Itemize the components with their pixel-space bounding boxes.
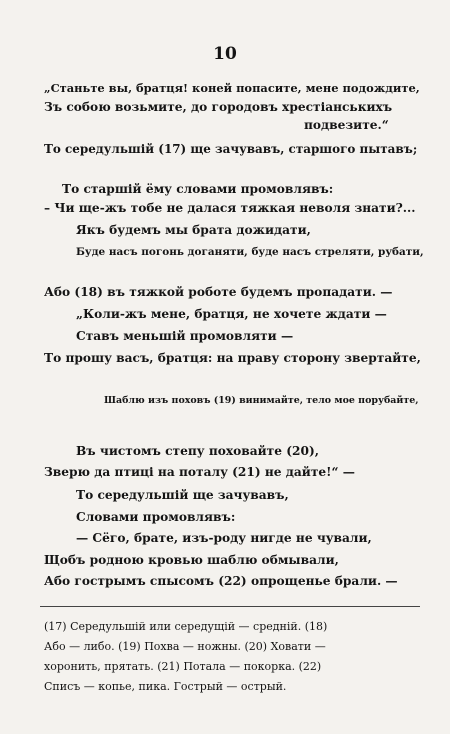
verse-line: подвезите.“: [304, 118, 389, 132]
verse-line: – Чи ще-жъ тобе не далася тяжкая неволя знати?...: [44, 201, 416, 215]
page-number: 10: [213, 44, 237, 64]
footnote-divider: [40, 606, 420, 607]
verse-line: Зъ собою возьмите, до городовъ хрестіанськихъ: [44, 100, 393, 114]
verse-line: Якъ будемъ мы брата дожидати,: [76, 223, 311, 237]
verse-line: Зверю да птиці на поталу (21) не дайте!“ —: [44, 465, 355, 479]
verse-line: То середульшій (17) ще зачувавъ, старшого пытавъ;: [44, 142, 418, 156]
footnote-line: хоронить, прятать. (21) Потала — покорка. (22): [44, 660, 322, 673]
verse-line: Щобъ родною кровью шаблю обмывали,: [44, 553, 339, 567]
verse-line: Ставъ меньшій промовляти —: [76, 329, 294, 343]
footnote-line: (17) Середульшій или середущій — средній. (18): [44, 620, 328, 633]
verse-line: То прошу васъ, братця: на праву сторону звертайте,: [44, 351, 421, 365]
footnote-line: Списъ — копье, пика. Гострый — острый.: [44, 680, 287, 693]
verse-line: Шаблю изъ поховъ (19) винимайте, тело мое порубайте,: [104, 395, 419, 406]
verse-line: — Сёго, брате, изъ-роду нигде не чували,: [76, 531, 372, 545]
verse-line: Або гострымъ спысомъ (22) опрощенье брали. —: [44, 574, 398, 588]
verse-line: Або (18) въ тяжкой роботе будемъ пропадати. —: [44, 285, 393, 299]
verse-line: „Станьте вы, братця! коней попасите, мене подождите,: [44, 81, 420, 95]
footnote-line: Або — либо. (19) Похва — ножны. (20) Ховати —: [44, 640, 326, 653]
verse-line: То старшій ёму словами промовлявъ:: [62, 182, 334, 196]
verse-line: Словами промовлявъ:: [76, 510, 236, 524]
verse-line: „Коли-жъ мене, братця, не хочете ждати —: [76, 307, 387, 321]
verse-line: Буде насъ погонь доганяти, буде насъ стреляти, рубати,: [76, 246, 424, 258]
verse-line: Въ чистомъ степу поховайте (20),: [76, 444, 319, 458]
verse-line: То середульшій ще зачувавъ,: [76, 488, 289, 502]
